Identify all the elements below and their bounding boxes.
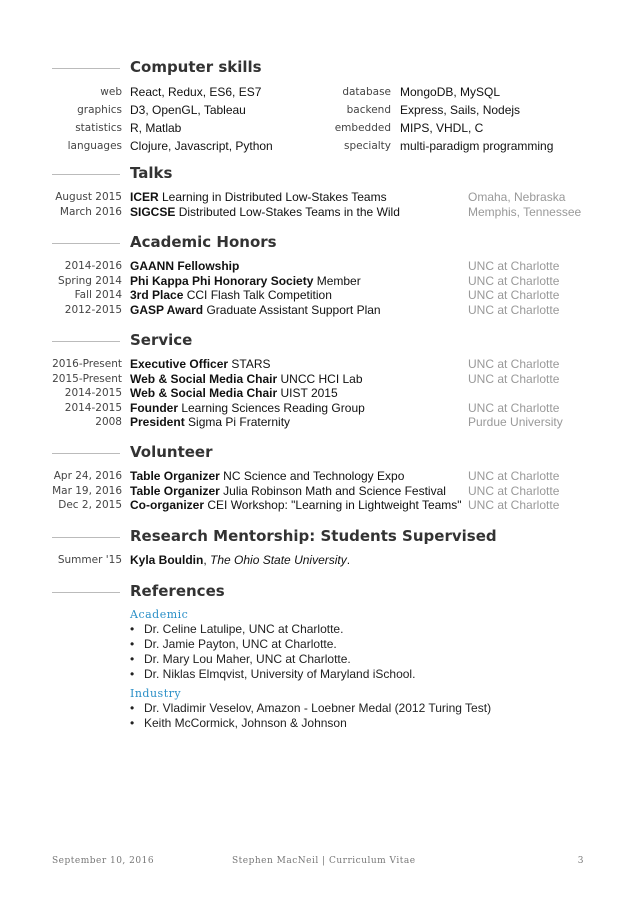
list-item	[0, 303, 638, 318]
reference-item	[130, 701, 638, 716]
section-research-mentorship	[0, 527, 638, 568]
item-description: CEI Workshop: "Learning in Lightweight Teams"	[204, 498, 462, 513]
item-date: Dec 2, 2015	[58, 499, 122, 512]
section-computer-skills	[0, 58, 638, 155]
skill-value: React, Redux, ES6, ES7	[130, 85, 262, 99]
item-description: Member	[313, 273, 361, 288]
item-text	[130, 401, 365, 416]
reference-item	[130, 622, 638, 637]
item-title: SIGCSE	[130, 204, 176, 219]
list-item	[0, 386, 638, 401]
list-item	[0, 259, 638, 274]
section-title: Research Mentorship: Students Supervised	[130, 527, 497, 545]
skill-row	[0, 137, 638, 155]
item-title: Table Organizer	[130, 469, 220, 483]
item-text	[130, 415, 290, 430]
section-title: References	[130, 582, 225, 600]
item-title: President	[130, 415, 185, 430]
list-item	[0, 469, 638, 484]
bullet-icon: •	[130, 622, 135, 636]
skill-value: Clojure, Javascript, Python	[130, 139, 273, 153]
item-date: Fall 2014	[74, 289, 122, 302]
bullet-icon: •	[130, 701, 135, 715]
reference-text: Dr. Vladimir Veselov, Amazon - Loebner Medal (2012 Turing Test)	[144, 701, 492, 715]
item-title: Web & Social Media Chair	[130, 371, 278, 386]
item-description: UIST 2015	[277, 386, 338, 401]
section-academic-honors	[0, 233, 638, 317]
item-description: UNCC HCI Lab	[277, 371, 363, 386]
item-date: Apr 24, 2016	[53, 470, 122, 482]
item-location: Memphis, Tennessee	[468, 204, 582, 219]
footer-date: September 10, 2016	[52, 856, 155, 866]
skill-row	[0, 101, 638, 119]
item-date: March 2016	[59, 205, 122, 218]
section-rule	[52, 592, 120, 593]
item-location: UNC at Charlotte	[468, 483, 560, 498]
item-text	[130, 190, 387, 205]
item-text	[130, 386, 338, 401]
skill-label: backend	[346, 104, 391, 116]
item-location: UNC at Charlotte	[468, 469, 560, 483]
skill-value: D3, OpenGL, Tableau	[130, 103, 246, 117]
skill-value: Express, Sails, Nodejs	[400, 103, 521, 117]
section-rule	[52, 453, 120, 454]
item-date: 2014-2016	[64, 260, 122, 272]
section-service	[0, 331, 638, 430]
subcategory-industry: Industry	[130, 687, 182, 700]
item-date: 2008	[95, 416, 122, 429]
item-location: UNC at Charlotte	[468, 288, 560, 303]
reference-item	[130, 716, 638, 731]
item-description: STARS	[228, 357, 271, 371]
student-name: Kyla Bouldin	[130, 553, 204, 567]
item-title: Founder	[130, 400, 178, 415]
skill-label: database	[342, 86, 391, 98]
item-description: Distributed Low-Stakes Teams in the Wild	[175, 204, 400, 219]
section-references	[0, 582, 638, 731]
item-text	[130, 372, 363, 387]
bullet-icon: •	[130, 667, 135, 681]
item-location: UNC at Charlotte	[468, 498, 560, 513]
item-date: 2015-Present	[52, 372, 122, 385]
skill-label: graphics	[77, 104, 122, 116]
period: .	[346, 553, 351, 567]
item-text	[130, 303, 381, 318]
list-item	[0, 288, 638, 303]
bullet-icon: •	[130, 716, 135, 730]
item-description: Julia Robinson Math and Science Festival	[219, 483, 446, 498]
skill-value: MIPS, VHDL, C	[400, 121, 484, 135]
item-date: 2014-2015	[64, 401, 122, 414]
skill-label: languages	[67, 140, 122, 152]
item-title: Phi Kappa Phi Honorary Society	[130, 273, 314, 288]
item-location: UNC at Charlotte	[468, 371, 560, 386]
item-text	[130, 498, 462, 513]
reference-text: Dr. Jamie Payton, UNC at Charlotte.	[144, 637, 337, 651]
list-item	[0, 357, 638, 372]
item-description: CCI Flash Talk Competition	[183, 288, 332, 303]
section-rule	[52, 243, 120, 244]
item-text	[130, 274, 361, 289]
section-talks	[0, 164, 638, 219]
item-date: 2016-Present	[52, 358, 122, 370]
section-title: Computer skills	[130, 58, 262, 76]
item-location: Purdue University	[468, 415, 563, 430]
item-date: August 2015	[55, 191, 122, 203]
item-location: UNC at Charlotte	[468, 302, 560, 317]
mentorship-date: Summer '15	[57, 554, 122, 566]
list-item	[0, 401, 638, 416]
section-volunteer	[0, 443, 638, 513]
item-description: Learning Sciences Reading Group	[178, 400, 365, 415]
item-title: GAANN Fellowship	[130, 259, 240, 273]
reference-item	[130, 637, 638, 652]
item-description: Sigma Pi Fraternity	[184, 415, 291, 430]
list-item	[0, 190, 638, 205]
student-school: The Ohio State University	[210, 553, 347, 567]
item-location: UNC at Charlotte	[468, 259, 560, 273]
skill-row	[0, 119, 638, 137]
item-title: 3rd Place	[130, 288, 184, 303]
item-text	[130, 357, 271, 372]
reference-text: Dr. Celine Latulipe, UNC at Charlotte.	[144, 622, 344, 636]
item-description: Graduate Assistant Support Plan	[203, 302, 381, 317]
reference-item	[130, 667, 638, 682]
item-date: 2012-2015	[64, 303, 122, 316]
item-title: Co-organizer	[130, 498, 205, 513]
skill-label: statistics	[75, 122, 122, 134]
item-text	[130, 205, 400, 220]
item-description: NC Science and Technology Expo	[219, 469, 405, 483]
item-title: Executive Officer	[130, 357, 229, 371]
list-item	[0, 484, 638, 499]
skill-value: R, Matlab	[130, 121, 182, 135]
skill-label: specialty	[344, 140, 391, 152]
section-title: Academic Honors	[130, 233, 277, 251]
footer-title: Stephen MacNeil | Curriculum Vitae	[232, 856, 416, 866]
section-rule	[52, 174, 120, 175]
reference-text: Dr. Niklas Elmqvist, University of Maryland iSchool.	[144, 667, 416, 681]
section-rule	[52, 537, 120, 538]
section-title: Talks	[130, 164, 173, 182]
list-item	[0, 205, 638, 220]
item-text	[130, 484, 446, 499]
item-text	[130, 469, 404, 484]
section-title: Service	[130, 331, 193, 349]
item-text	[130, 259, 239, 274]
item-title: ICER	[130, 190, 159, 204]
subcategory-academic: Academic	[130, 608, 189, 621]
skill-row	[0, 83, 638, 101]
item-title: Web & Social Media Chair	[130, 386, 278, 401]
reference-item	[130, 652, 638, 667]
list-item	[0, 274, 638, 289]
list-item	[0, 498, 638, 513]
mentorship-row	[0, 553, 638, 568]
section-rule	[52, 68, 120, 69]
item-location: UNC at Charlotte	[468, 357, 560, 371]
skill-label: web	[100, 86, 122, 98]
skill-value: MongoDB, MySQL	[400, 85, 501, 99]
reference-text: Keith McCormick, Johnson & Johnson	[144, 716, 347, 730]
item-date: Mar 19, 2016	[52, 484, 122, 497]
item-description: Learning in Distributed Low-Stakes Teams	[158, 190, 387, 204]
item-location: UNC at Charlotte	[468, 273, 560, 288]
list-item	[0, 372, 638, 387]
page-number: 3	[577, 856, 584, 866]
item-title: GASP Award	[130, 302, 204, 317]
item-text	[130, 288, 332, 303]
skill-value: multi-paradigm programming	[400, 139, 554, 153]
item-date: 2014-2015	[64, 387, 122, 400]
section-title: Volunteer	[130, 443, 213, 461]
bullet-icon: •	[130, 637, 135, 651]
reference-text: Dr. Mary Lou Maher, UNC at Charlotte.	[144, 652, 351, 666]
item-location: Omaha, Nebraska	[468, 190, 566, 204]
item-location: UNC at Charlotte	[468, 400, 560, 415]
section-rule	[52, 341, 120, 342]
item-title: Table Organizer	[130, 483, 220, 498]
bullet-icon: •	[130, 652, 135, 666]
item-date: Spring 2014	[58, 274, 122, 287]
list-item	[0, 415, 638, 430]
separator: ,	[203, 553, 211, 567]
skill-label: embedded	[334, 122, 391, 134]
